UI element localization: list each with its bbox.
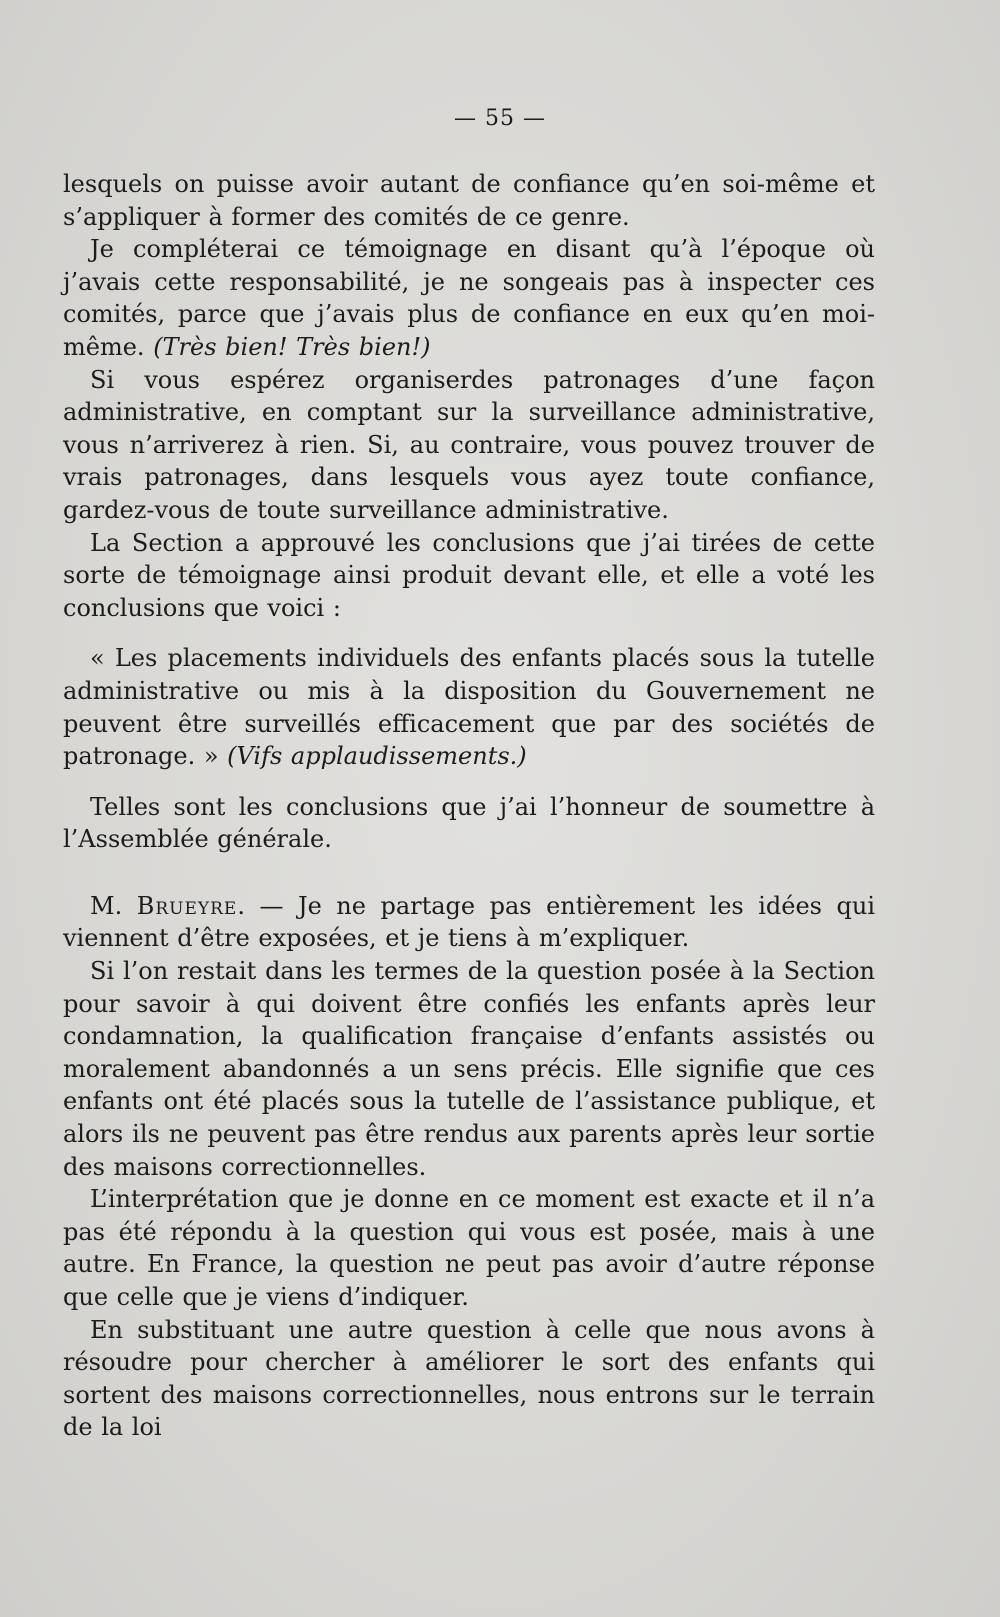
speaker-name: Brueyre (136, 891, 238, 920)
paragraph-10: En substituant une autre question à celle que nous avons à résoudre pour chercher à améliorer le sort des enfants qui sortent des maisons correctionnelles, nous entrons sur le terrain de la loi (63, 1315, 875, 1442)
paragraph-6: Telles sont les conclusions que j’ai l’honneur de soumettre à l’Assemblée générale. (63, 792, 875, 854)
paragraph-9: L’interprétation que je donne en ce moment est exacte et il n’a pas été répondu à la question qui vous est posée, mais à une autre. En France, la question ne peut pas avoir d’autre réponse que celle que je viens d’indiquer. (63, 1185, 875, 1311)
applause-note: (Très bien! Très bien!) (153, 332, 431, 361)
paragraph-2 (63, 233, 875, 363)
body-text (63, 168, 875, 1444)
paragraph-8: Si l’on restait dans les termes de la question posée à la Section pour savoir à qui doivent être confiés les enfants après leur condamnation, la qualification française d’enfants assistés ou moralement abandonnés a un sens précis. Elle signifie que ces enfants ont été placés sous la tutelle de l’assistance publique, et alors ils ne peuvent pas être rendus aux parents après leur sortie des maisons correctionnelles. (63, 957, 875, 1181)
paragraph-2-text: Je compléterai ce témoignage en disant qu’à l’époque où j’avais cette responsabilité, je ne songeais pas à inspecter ces comités, parce que j’avais plus de confiance en eux qu’en moi-même. (63, 235, 875, 361)
speaker-prefix: M. (90, 891, 137, 920)
paragraph-7 (63, 890, 875, 955)
paragraph-3: Si vous espérez organiserdes patronages d’une façon administrative, en comptant sur la surveillance administrative, vous n’arriverez à rien. Si, au contraire, vous pouvez trouver de vrais patronages, dans lesquels vous ayez toute confiance, gardez-vous de toute surveillance administrative. (63, 365, 875, 524)
paragraph-5 (63, 642, 875, 772)
applause-note: (Vifs applaudissements.) (227, 742, 527, 771)
paragraph-7-text: . — Je ne partage pas entièrement les idées qui viennent d’être exposées, et je tiens à m’expliquer. (63, 891, 875, 953)
paragraph-1: lesquels on puisse avoir autant de confiance qu’en soi-même et s’appliquer à former des comités de ce genre. (63, 170, 875, 231)
page-number: — 55 — (454, 106, 546, 131)
paragraph-4: La Section a approuvé les conclusions que j’ai tirées de cette sorte de témoignage ainsi produit devant elle, et elle a voté les conclusions que voici : (63, 528, 875, 622)
quoted-conclusion: « Les placements individuels des enfants placés sous la tutelle administrative ou mis à la disposition du Gouvernement ne peuvent être surveillés efficacement que par des sociétés de patronage. » (63, 644, 875, 771)
